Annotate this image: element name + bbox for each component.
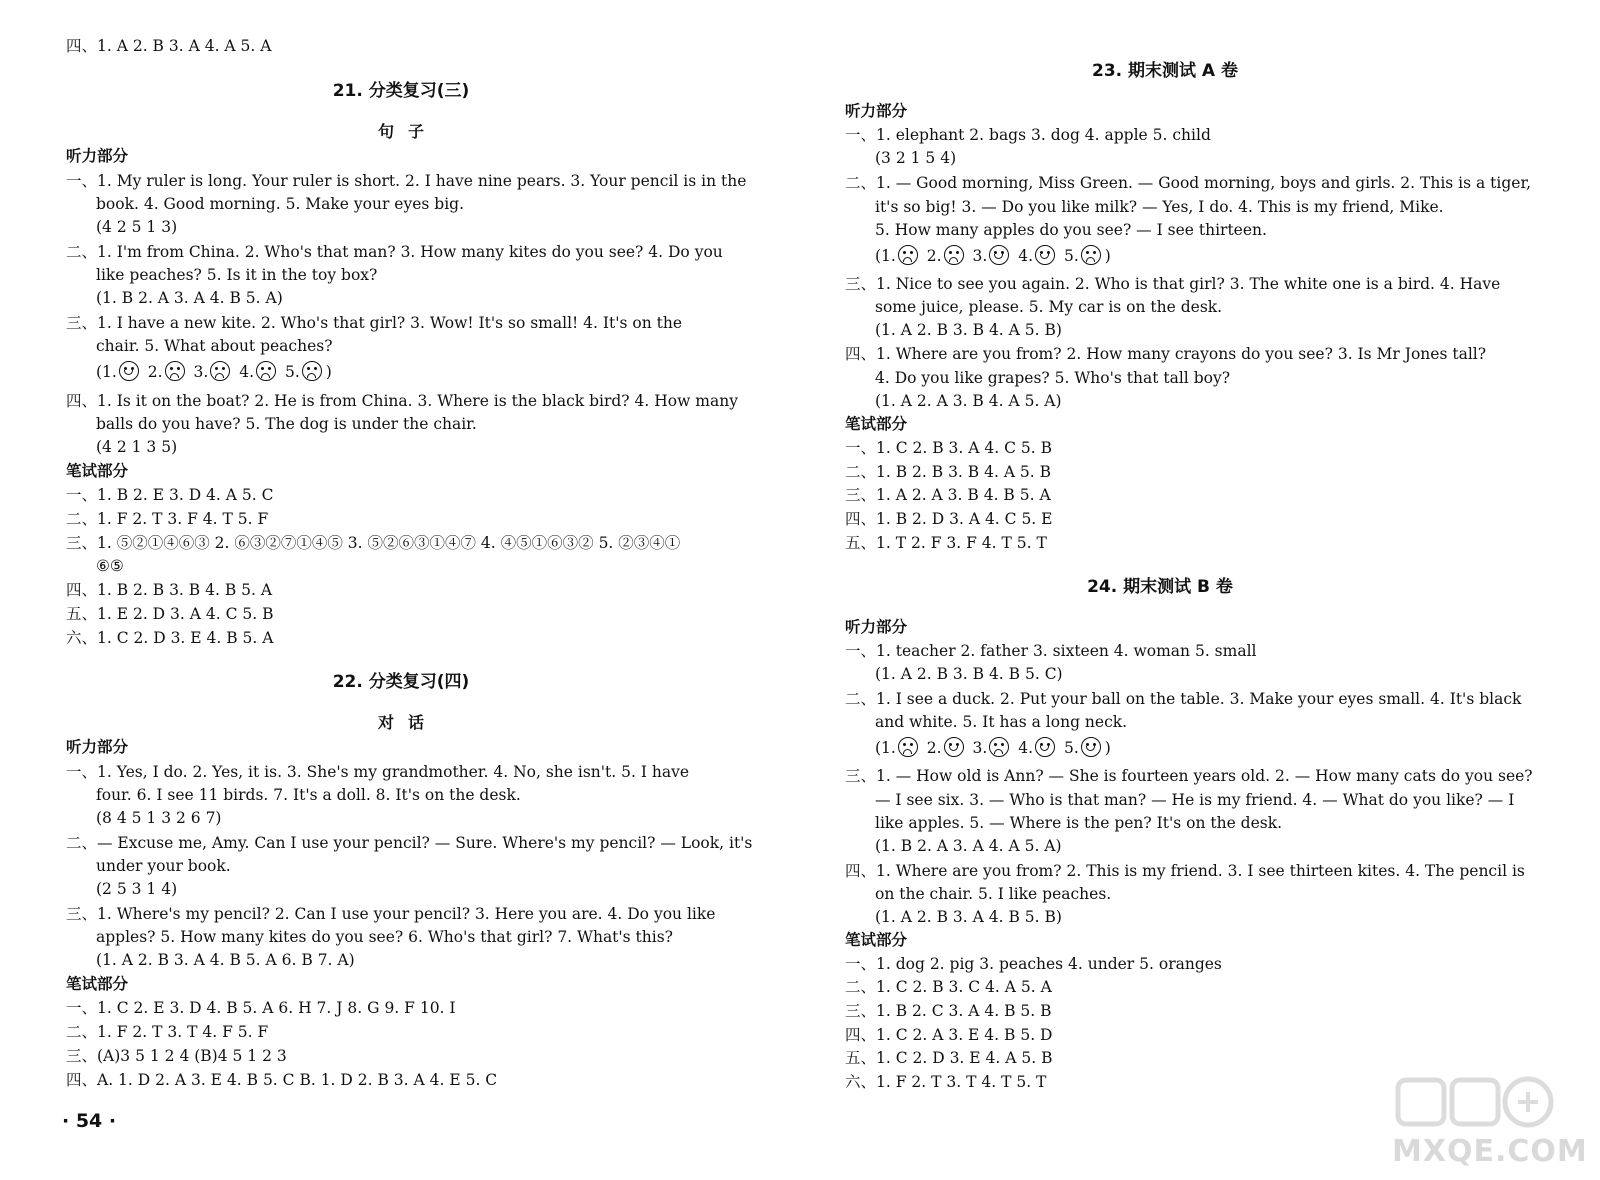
section-subtitle-sentences: 句子 (377, 122, 439, 141)
answer-line: 四、1. Where are you from? 2. This is my friend. 3. I see thirteen kites. 4. The pencil is (845, 862, 1525, 880)
watermark (1392, 1072, 1588, 1172)
answer-line: (3 2 1 5 4) (875, 149, 957, 167)
answer-line: 4. Do you like grapes? 5. Who's that tall boy? (875, 369, 1231, 387)
answer-line: 六、1. C 2. D 3. E 4. B 5. A (66, 629, 274, 647)
answer-line: 三、1. Where's my pencil? 2. Can I use your pencil? 3. Here you are. 4. Do you like (66, 905, 716, 923)
answer-line: (1. A 2. B 3. A 4. B 5. A 6. B 7. A) (96, 951, 355, 969)
answer-line: 三、1. I have a new kite. 2. Who's that girl? 3. Wow! It's so small! 4. It's on the (66, 314, 683, 332)
listening-heading: 听力部分 (66, 147, 129, 165)
answer-line: on the chair. 5. I like peaches. (875, 885, 1112, 903)
listening-heading: 听力部分 (66, 738, 129, 756)
smiley-face-icon (1081, 737, 1101, 757)
answer-line: 二、1. F 2. T 3. F 4. T 5. F (66, 510, 269, 528)
answer-line: (1. A 2. B 3. B 4. B 5. C) (875, 665, 1063, 683)
sad-face-icon (898, 737, 918, 757)
answer-line: 四、1. Where are you from? 2. How many crayons do you see? 3. Is Mr Jones tall? (845, 345, 1487, 363)
answer-line: 六、1. F 2. T 3. T 4. T 5. T (845, 1073, 1047, 1091)
written-heading: 笔试部分 (66, 462, 129, 480)
sad-face-icon (302, 361, 322, 381)
answer-line: 三、1. B 2. C 3. A 4. B 5. B (845, 1002, 1052, 1020)
answer-line: it's so big! 3. — Do you like milk? — Yes, I do. 4. This is my friend, Mike. (875, 198, 1444, 216)
answer-line: 一、1. elephant 2. bags 3. dog 4. apple 5. child (845, 126, 1211, 144)
answer-line: under your book. (96, 857, 231, 875)
sad-face-icon (944, 245, 964, 265)
answer-line: 三、1. ⑤②①④⑥③ 2. ⑥③②⑦①④⑤ 3. ⑤②⑥③①④⑦ 4. ④⑤①⑥③② 5. ②③④① (66, 534, 681, 552)
written-heading: 笔试部分 (845, 415, 908, 433)
answer-line: 一、1. B 2. E 3. D 4. A 5. C (66, 486, 274, 504)
answer-line: — I see six. 3. — Who is that man? — He is my friend. 4. — What do you like? — I (875, 791, 1515, 809)
section-title-24: 24. 期末测试 B 卷 (1087, 577, 1233, 597)
watermark-text: MXQE.COM (1392, 1134, 1588, 1169)
smiley-face-icon (944, 737, 964, 757)
answer-line: 二、1. B 2. B 3. B 4. A 5. B (845, 463, 1052, 481)
answer-line: 一、1. C 2. B 3. A 4. C 5. B (845, 439, 1052, 457)
answer-line: (1. B 2. A 3. A 4. B 5. A) (96, 289, 283, 307)
face-answer-line: (1. 2. 3. 4. 5. ) (96, 363, 332, 381)
answer-line: 五、1. E 2. D 3. A 4. C 5. B (66, 605, 274, 623)
written-heading: 笔试部分 (845, 931, 908, 949)
answer-line: some juice, please. 5. My car is on the desk. (875, 298, 1223, 316)
answer-line: like apples. 5. — Where is the pen? It's on the desk. (875, 814, 1283, 832)
answer-line: 三、1. — How old is Ann? — She is fourteen years old. 2. — How many cats do you see? (845, 767, 1533, 785)
smiley-face-icon (1035, 245, 1055, 265)
section-subtitle-dialogues: 对话 (377, 713, 439, 732)
answer-line: ⑥⑤ (96, 557, 124, 575)
sad-face-icon (210, 361, 230, 381)
section-title-23: 23. 期末测试 A 卷 (1091, 61, 1239, 81)
written-heading: 笔试部分 (66, 975, 129, 993)
answer-line: 四、1. C 2. A 3. E 4. B 5. D (845, 1026, 1053, 1044)
face-answer-line: (1. 2. 3. 4. 5. ) (875, 739, 1111, 757)
sad-face-icon (989, 737, 1009, 757)
answer-line: 五、1. T 2. F 3. F 4. T 5. T (845, 534, 1047, 552)
answer-line: (8 4 5 1 3 2 6 7) (96, 809, 222, 827)
answer-line: 三、1. A 2. A 3. B 4. B 5. A (845, 486, 1051, 504)
answer-line: 二、1. F 2. T 3. T 4. F 5. F (66, 1023, 269, 1041)
answer-line: 一、1. C 2. E 3. D 4. B 5. A 6. H 7. J 8. G 9. F 10. I (66, 999, 456, 1017)
answer-line: 二、— Excuse me, Amy. Can I use your pencil? — Sure. Where's my pencil? — Look, it's (66, 834, 753, 852)
answer-line: 四、1. A 2. B 3. A 4. A 5. A (66, 37, 272, 55)
face-answer-line: (1. 2. 3. 4. 5. ) (875, 247, 1111, 265)
answer-line: book. 4. Good morning. 5. Make your eyes big. (96, 195, 465, 213)
smiley-face-icon (1035, 737, 1055, 757)
answer-line: 四、1. B 2. D 3. A 4. C 5. E (845, 510, 1053, 528)
sad-face-icon (1081, 245, 1101, 265)
answer-line: (4 2 5 1 3) (96, 218, 178, 236)
sad-face-icon (165, 361, 185, 381)
answer-line: like peaches? 5. Is it in the toy box? (96, 266, 378, 284)
listening-heading: 听力部分 (845, 618, 908, 636)
answer-line: balls do you have? 5. The dog is under the chair. (96, 415, 477, 433)
answer-line: (1. A 2. B 3. A 4. B 5. B) (875, 908, 1062, 926)
sad-face-icon (898, 245, 918, 265)
answer-line: 五、1. C 2. D 3. E 4. A 5. B (845, 1049, 1053, 1067)
page-number: · 54 · (62, 1110, 117, 1132)
answer-line: 一、1. My ruler is long. Your ruler is short. 2. I have nine pears. 3. Your pencil is in the (66, 172, 747, 190)
answer-line: (1. A 2. A 3. B 4. A 5. A) (875, 392, 1062, 410)
answer-line: four. 6. I see 11 birds. 7. It's a doll. 8. It's on the desk. (96, 786, 521, 804)
section-title-21: 21. 分类复习(三) (332, 81, 470, 101)
answer-stamp-icon (1392, 1072, 1560, 1136)
answer-line: (2 5 3 1 4) (96, 880, 178, 898)
answer-line: 四、1. B 2. B 3. B 4. B 5. A (66, 581, 273, 599)
sad-face-icon (256, 361, 276, 381)
answer-line: 一、1. Yes, I do. 2. Yes, it is. 3. She's my grandmother. 4. No, she isn't. 5. I have (66, 763, 690, 781)
answer-line: 二、1. I see a duck. 2. Put your ball on the table. 3. Make your eyes small. 4. It's black (845, 690, 1522, 708)
answer-line: 二、1. — Good morning, Miss Green. — Good morning, boys and girls. 2. This is a tiger, (845, 174, 1532, 192)
answer-line: chair. 5. What about peaches? (96, 337, 333, 355)
listening-heading: 听力部分 (845, 102, 908, 120)
answer-line: 四、1. Is it on the boat? 2. He is from China. 3. Where is the black bird? 4. How many (66, 392, 738, 410)
smiley-face-icon (989, 245, 1009, 265)
answer-line: 一、1. dog 2. pig 3. peaches 4. under 5. oranges (845, 955, 1222, 973)
answer-line: and white. 5. It has a long neck. (875, 713, 1128, 731)
smiley-face-icon (119, 361, 139, 381)
answer-line: 5. How many apples do you see? — I see thirteen. (875, 221, 1267, 239)
answer-line: apples? 5. How many kites do you see? 6. Who's that girl? 7. What's this? (96, 928, 673, 946)
answer-line: 一、1. teacher 2. father 3. sixteen 4. woman 5. small (845, 642, 1257, 660)
answer-line: 三、1. Nice to see you again. 2. Who is that girl? 3. The white one is a bird. 4. Have (845, 275, 1501, 293)
answer-line: (1. B 2. A 3. A 4. A 5. A) (875, 837, 1062, 855)
answer-line: 三、(A)3 5 1 2 4 (B)4 5 1 2 3 (66, 1047, 287, 1065)
answer-line: 二、1. I'm from China. 2. Who's that man? 3. How many kites do you see? 4. Do you (66, 243, 723, 261)
answer-line: 二、1. C 2. B 3. C 4. A 5. A (845, 978, 1052, 996)
answer-line: (1. A 2. B 3. B 4. A 5. B) (875, 321, 1062, 339)
section-title-22: 22. 分类复习(四) (332, 672, 470, 692)
answer-line: 四、A. 1. D 2. A 3. E 4. B 5. C B. 1. D 2. B 3. A 4. E 5. C (66, 1071, 498, 1089)
answer-line: (4 2 1 3 5) (96, 438, 178, 456)
